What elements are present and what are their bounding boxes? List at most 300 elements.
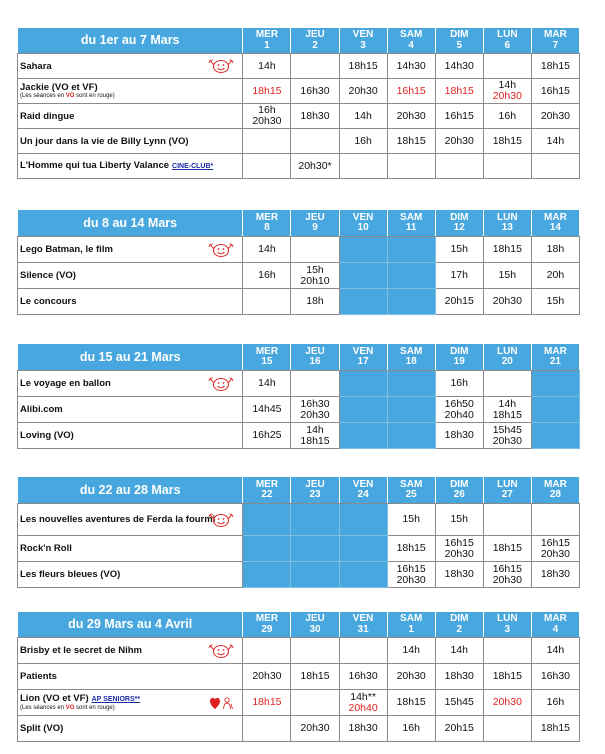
showtime: 14h xyxy=(546,644,565,656)
showtime-cell xyxy=(531,716,579,742)
showtime-cell xyxy=(387,562,435,588)
day-name: DIM xyxy=(450,613,469,624)
showtime-cell xyxy=(291,371,339,397)
showtime-cell xyxy=(483,536,531,562)
showtime-cell xyxy=(291,716,339,742)
showtime-cell xyxy=(291,237,339,263)
showtime-cell xyxy=(435,371,483,397)
showtime: 18h30 xyxy=(348,722,378,734)
day-number: 1 xyxy=(264,39,270,51)
showtime-cell xyxy=(291,79,339,104)
showtime-cell xyxy=(435,79,483,104)
showtime: 20h30 xyxy=(252,115,282,127)
showtime-cell xyxy=(243,664,291,690)
showtime-cell xyxy=(387,104,435,129)
showtime-cell xyxy=(483,237,531,263)
day-header xyxy=(531,612,579,638)
showtime-cell xyxy=(435,154,483,179)
vo-note-red: VO xyxy=(65,705,75,711)
showtime: 20h30 xyxy=(492,295,522,307)
showtime-cell xyxy=(435,716,483,742)
day-header xyxy=(531,210,579,237)
showtime: 15h xyxy=(402,513,420,525)
showtime-cell xyxy=(291,263,339,289)
showtime: 15h xyxy=(306,263,324,276)
day-header xyxy=(243,210,291,237)
day-name: SAM xyxy=(400,478,423,490)
film-cell xyxy=(18,263,243,289)
showtime: 18h30 xyxy=(444,429,474,441)
showtime-cell xyxy=(435,104,483,129)
day-name: DIM xyxy=(450,211,469,223)
film-title: Rock'n Roll xyxy=(20,543,72,554)
showtime-cell xyxy=(387,664,435,690)
day-header xyxy=(483,477,531,504)
showtime-cell xyxy=(291,638,339,664)
showtime: 16h30 xyxy=(348,670,378,682)
showtime: 20h30 xyxy=(300,408,330,421)
film-title: Jackie (VO et VF) xyxy=(20,82,98,93)
showtime-cell xyxy=(531,263,579,289)
day-name: MAR xyxy=(544,29,567,40)
film-title: Le voyage en ballon xyxy=(20,378,111,389)
showtime: 20h30 xyxy=(540,547,571,560)
showtime: 20h30* xyxy=(298,159,332,172)
showtime: 20h30 xyxy=(396,109,426,122)
closed-day-cell xyxy=(339,562,387,588)
showtime-cell xyxy=(531,104,579,129)
day-number: 31 xyxy=(357,623,369,635)
showtime-cell xyxy=(435,504,483,536)
day-header xyxy=(387,344,435,371)
showtime-cell xyxy=(243,638,291,664)
day-number: 10 xyxy=(357,222,369,233)
showtime: 20h30 xyxy=(348,84,378,97)
closed-day-cell xyxy=(291,504,339,536)
film-title: Les nouvelles aventures de Ferda la fourmi xyxy=(20,514,216,525)
showtime: 16h xyxy=(546,696,565,708)
showtime: 20h30 xyxy=(396,573,426,586)
showtime: 20h30 xyxy=(300,722,330,734)
day-name: SAM xyxy=(400,345,423,357)
showtime-cell xyxy=(243,371,291,397)
day-header xyxy=(483,210,531,237)
day-name: JEU xyxy=(305,345,325,357)
day-header xyxy=(531,344,579,371)
film-cell xyxy=(18,104,243,129)
showtime-cell xyxy=(291,690,339,716)
film-title: Split (VO) xyxy=(20,723,64,734)
closed-day-cell xyxy=(339,237,387,263)
day-number: 12 xyxy=(453,222,465,233)
showtime-cell xyxy=(339,638,387,664)
showtime-cell xyxy=(291,289,339,315)
child-face-icon xyxy=(208,242,234,258)
day-header xyxy=(291,612,339,638)
day-name: MAR xyxy=(544,345,567,357)
showtime-cell xyxy=(531,129,579,154)
day-header xyxy=(243,28,291,54)
day-header xyxy=(387,210,435,237)
day-number: 20 xyxy=(501,356,513,367)
showtime-cell xyxy=(243,716,291,742)
showtime: 18h15 xyxy=(300,670,330,682)
day-number: 25 xyxy=(405,489,417,500)
showtime-cell xyxy=(339,154,387,179)
showtime: 20h30 xyxy=(492,696,522,708)
week-header-row xyxy=(18,344,580,371)
showtime-cell xyxy=(435,562,483,588)
showtime-cell xyxy=(291,54,339,79)
showtime-cell xyxy=(387,536,435,562)
showtime-cell xyxy=(483,371,531,397)
film-cell xyxy=(18,716,243,742)
film-cell xyxy=(18,397,243,423)
showtime-cell xyxy=(531,154,579,179)
showtime: 18h15 xyxy=(492,542,522,554)
film-title: Raid dingue xyxy=(20,110,75,122)
showtime: 18h xyxy=(306,295,324,307)
week-schedule-table xyxy=(17,611,580,742)
day-name: JEU xyxy=(305,29,325,40)
showtime: 18h15 xyxy=(396,134,426,147)
film-cell xyxy=(18,562,243,588)
day-header xyxy=(339,344,387,371)
day-header xyxy=(387,477,435,504)
day-number: 3 xyxy=(360,39,366,51)
child-face-icon xyxy=(208,58,234,74)
day-name: SAM xyxy=(400,613,423,624)
day-number: 24 xyxy=(357,489,369,500)
day-number: 16 xyxy=(309,356,321,367)
showtime-cell xyxy=(387,504,435,536)
day-name: SAM xyxy=(400,29,423,40)
film-row xyxy=(18,690,580,716)
showtime: 20h30 xyxy=(492,90,522,102)
closed-day-cell xyxy=(387,423,435,449)
showtime-cell xyxy=(435,263,483,289)
showtime-cell xyxy=(483,716,531,742)
closed-day-cell xyxy=(531,371,579,397)
showtime: 14h xyxy=(354,109,372,122)
day-header xyxy=(483,28,531,54)
showtime-cell xyxy=(483,423,531,449)
day-name: MER xyxy=(255,478,279,490)
day-number: 23 xyxy=(309,489,321,500)
showtime: 20h10 xyxy=(300,274,330,287)
showtime: 16h30 xyxy=(300,397,330,410)
week-title: du 8 au 14 Mars xyxy=(18,210,243,237)
showtime-cell xyxy=(243,154,291,179)
day-number: 15 xyxy=(261,356,273,367)
showtime-cell xyxy=(291,397,339,423)
showtime: 18h15 xyxy=(492,408,522,421)
closed-day-cell xyxy=(339,397,387,423)
week-header-row xyxy=(18,612,580,638)
film-cell xyxy=(18,423,243,449)
day-header xyxy=(291,477,339,504)
day-number: 4 xyxy=(408,39,414,51)
showtime-cell xyxy=(243,263,291,289)
day-name: MAR xyxy=(544,478,567,490)
film-title: Patients xyxy=(20,671,57,682)
showtime: 15h xyxy=(498,269,517,281)
showtime-cell xyxy=(243,237,291,263)
showtime-cell xyxy=(483,104,531,129)
showtime-cell xyxy=(243,79,291,104)
showtime: 18h30 xyxy=(540,568,571,580)
closed-day-cell xyxy=(291,562,339,588)
film-title: Alibi.com xyxy=(20,404,63,415)
showtime-cell xyxy=(339,129,387,154)
showtime-cell xyxy=(387,154,435,179)
day-number: 8 xyxy=(264,222,270,233)
day-header xyxy=(339,477,387,504)
day-header xyxy=(387,28,435,54)
day-name: VEN xyxy=(352,613,374,624)
film-row xyxy=(18,504,580,536)
day-number: 13 xyxy=(501,222,513,233)
showtime: 16h15 xyxy=(396,84,426,97)
day-header xyxy=(339,612,387,638)
vo-note-text: (Les séances en xyxy=(20,705,66,711)
film-row xyxy=(18,79,580,104)
film-tag-link[interactable]: CINE-CLUB* xyxy=(172,163,214,170)
showtime: 20h40 xyxy=(348,701,378,714)
showtime-cell xyxy=(435,129,483,154)
day-number: 6 xyxy=(504,39,511,51)
closed-day-cell xyxy=(387,397,435,423)
day-name: VEN xyxy=(352,478,374,490)
day-header xyxy=(339,28,387,54)
showtime: 18h xyxy=(546,243,565,255)
showtime-cell xyxy=(435,397,483,423)
showtime: 18h15 xyxy=(252,696,282,708)
day-name: VEN xyxy=(352,29,374,40)
showtime: 16h xyxy=(354,134,372,147)
showtime-cell xyxy=(291,104,339,129)
day-header xyxy=(531,477,579,504)
day-name: DIM xyxy=(450,345,469,357)
day-name: MAR xyxy=(544,211,567,223)
day-header xyxy=(483,344,531,371)
day-number: 27 xyxy=(501,489,513,500)
showtime: 15h45 xyxy=(492,423,522,436)
closed-day-cell xyxy=(339,371,387,397)
film-row xyxy=(18,289,580,315)
showtime: 18h15 xyxy=(444,84,474,97)
showtime: 14h xyxy=(450,644,468,656)
film-row xyxy=(18,562,580,588)
week-schedule-table xyxy=(17,476,580,588)
showtime: 16h15 xyxy=(444,536,474,549)
showtime-cell xyxy=(435,690,483,716)
showtime: 16h xyxy=(498,109,517,122)
showtime: 16h xyxy=(258,104,276,116)
showtime: 20h30 xyxy=(444,547,474,560)
day-number: 18 xyxy=(405,356,417,367)
showtime: 15h xyxy=(546,295,565,307)
day-number: 29 xyxy=(261,623,273,635)
showtime: 14h xyxy=(306,423,324,436)
showtime-cell xyxy=(531,54,579,79)
showtime: 20h40 xyxy=(444,408,474,421)
day-header xyxy=(483,612,531,638)
day-header xyxy=(531,28,579,54)
showtime: 16h25 xyxy=(252,429,282,441)
day-header xyxy=(435,344,483,371)
showtime-cell xyxy=(531,562,579,588)
showtime: 14h xyxy=(258,243,276,255)
vo-note xyxy=(20,93,242,100)
showtime-cell xyxy=(243,289,291,315)
showtime-cell xyxy=(339,664,387,690)
day-name: JEU xyxy=(305,478,325,490)
vo-note-text: sont en rouge) xyxy=(74,93,115,99)
showtime: 18h15 xyxy=(492,243,522,255)
film-title: Le concours xyxy=(20,296,77,307)
showtime: 16h15 xyxy=(540,536,571,549)
showtime-cell xyxy=(243,423,291,449)
day-name: JEU xyxy=(305,613,325,624)
film-title: Loving (VO) xyxy=(20,430,74,441)
closed-day-cell xyxy=(387,289,435,315)
showtime: 18h15 xyxy=(540,722,571,734)
film-row xyxy=(18,104,580,129)
showtime-cell xyxy=(435,423,483,449)
film-cell xyxy=(18,54,243,79)
day-number: 17 xyxy=(357,356,369,367)
showtime-cell xyxy=(387,638,435,664)
day-number: 14 xyxy=(549,222,561,233)
day-number: 22 xyxy=(261,489,273,500)
showtime-cell xyxy=(243,104,291,129)
day-number: 19 xyxy=(453,356,465,367)
showtime-cell xyxy=(435,536,483,562)
day-name: LUN xyxy=(497,211,518,223)
showtime: 15h xyxy=(450,513,468,525)
film-title: Silence (VO) xyxy=(20,270,76,281)
film-tag-link[interactable]: AP SENIORS** xyxy=(91,696,141,703)
day-number: 21 xyxy=(549,356,561,367)
film-row xyxy=(18,371,580,397)
day-number: 7 xyxy=(552,39,559,51)
showtime: 20h30 xyxy=(252,670,282,682)
film-cell xyxy=(18,504,243,536)
film-cell xyxy=(18,289,243,315)
film-row xyxy=(18,536,580,562)
showtime-cell xyxy=(531,289,579,315)
showtime-cell xyxy=(435,638,483,664)
showtime: 16h15 xyxy=(444,109,474,122)
showtime: 18h30 xyxy=(444,568,474,580)
day-header xyxy=(291,28,339,54)
showtime-cell xyxy=(531,536,579,562)
week-header-row xyxy=(18,477,580,504)
week-schedule-table xyxy=(17,343,580,449)
showtime-cell xyxy=(387,54,435,79)
showtime: 14h xyxy=(258,59,276,72)
showtime: 18h30 xyxy=(444,670,474,682)
day-header xyxy=(435,612,483,638)
film-title: Lion (VO et VF) xyxy=(20,693,89,704)
showtime: 14h xyxy=(546,134,565,147)
showtime-cell xyxy=(483,562,531,588)
film-cell xyxy=(18,638,243,664)
day-header xyxy=(291,344,339,371)
showtime: 18h15 xyxy=(348,59,378,72)
film-cell xyxy=(18,129,243,154)
closed-day-cell xyxy=(339,504,387,536)
day-name: MAR xyxy=(544,613,567,624)
film-title: Brisby et le secret de Nihm xyxy=(20,645,142,656)
showtime-cell xyxy=(483,54,531,79)
day-number: 1 xyxy=(408,623,414,635)
showtime: 16h xyxy=(450,377,468,389)
closed-day-cell xyxy=(531,397,579,423)
showtime-cell xyxy=(483,397,531,423)
showtime: 18h15 xyxy=(492,670,522,682)
showtime-cell xyxy=(291,664,339,690)
day-name: DIM xyxy=(450,29,469,40)
day-header xyxy=(243,344,291,371)
day-name: LUN xyxy=(497,613,518,624)
closed-day-cell xyxy=(387,237,435,263)
showtime-cell xyxy=(243,690,291,716)
showtime: 17h xyxy=(450,269,468,281)
showtime-cell xyxy=(483,690,531,716)
film-cell xyxy=(18,664,243,690)
vo-note-red: VO xyxy=(65,93,75,99)
film-cell xyxy=(18,690,243,716)
day-name: SAM xyxy=(400,211,423,223)
showtime: 20h30 xyxy=(396,670,426,682)
day-header xyxy=(339,210,387,237)
film-cell xyxy=(18,79,243,104)
closed-day-cell xyxy=(339,423,387,449)
showtime: 14h xyxy=(402,644,420,656)
film-row xyxy=(18,423,580,449)
showtime-cell xyxy=(339,716,387,742)
week-title: du 1er au 7 Mars xyxy=(18,28,243,54)
day-number: 30 xyxy=(309,623,321,635)
day-number: 9 xyxy=(312,222,318,233)
showtime-cell xyxy=(435,237,483,263)
showtime: 16h xyxy=(402,722,420,734)
day-name: MER xyxy=(255,613,279,624)
showtime: 18h15 xyxy=(396,542,426,554)
week-schedule-table xyxy=(17,209,580,315)
week-header-row xyxy=(18,28,580,54)
showtime: 20h15 xyxy=(444,295,474,307)
day-name: VEN xyxy=(352,211,374,223)
showtime-cell xyxy=(291,154,339,179)
showtime: 16h30 xyxy=(540,670,571,682)
child-face-icon xyxy=(208,376,234,392)
film-title: Lego Batman, le film xyxy=(20,244,113,255)
showtime-cell xyxy=(339,104,387,129)
day-header xyxy=(387,612,435,638)
showtime: 18h15 xyxy=(300,434,330,447)
day-header xyxy=(435,477,483,504)
film-row xyxy=(18,237,580,263)
closed-day-cell xyxy=(339,289,387,315)
showtime: 18h15 xyxy=(540,59,571,72)
showtime: 18h30 xyxy=(300,109,330,122)
child-face-icon xyxy=(208,512,234,528)
showtime: 20h xyxy=(546,269,565,281)
day-number: 4 xyxy=(552,623,559,635)
